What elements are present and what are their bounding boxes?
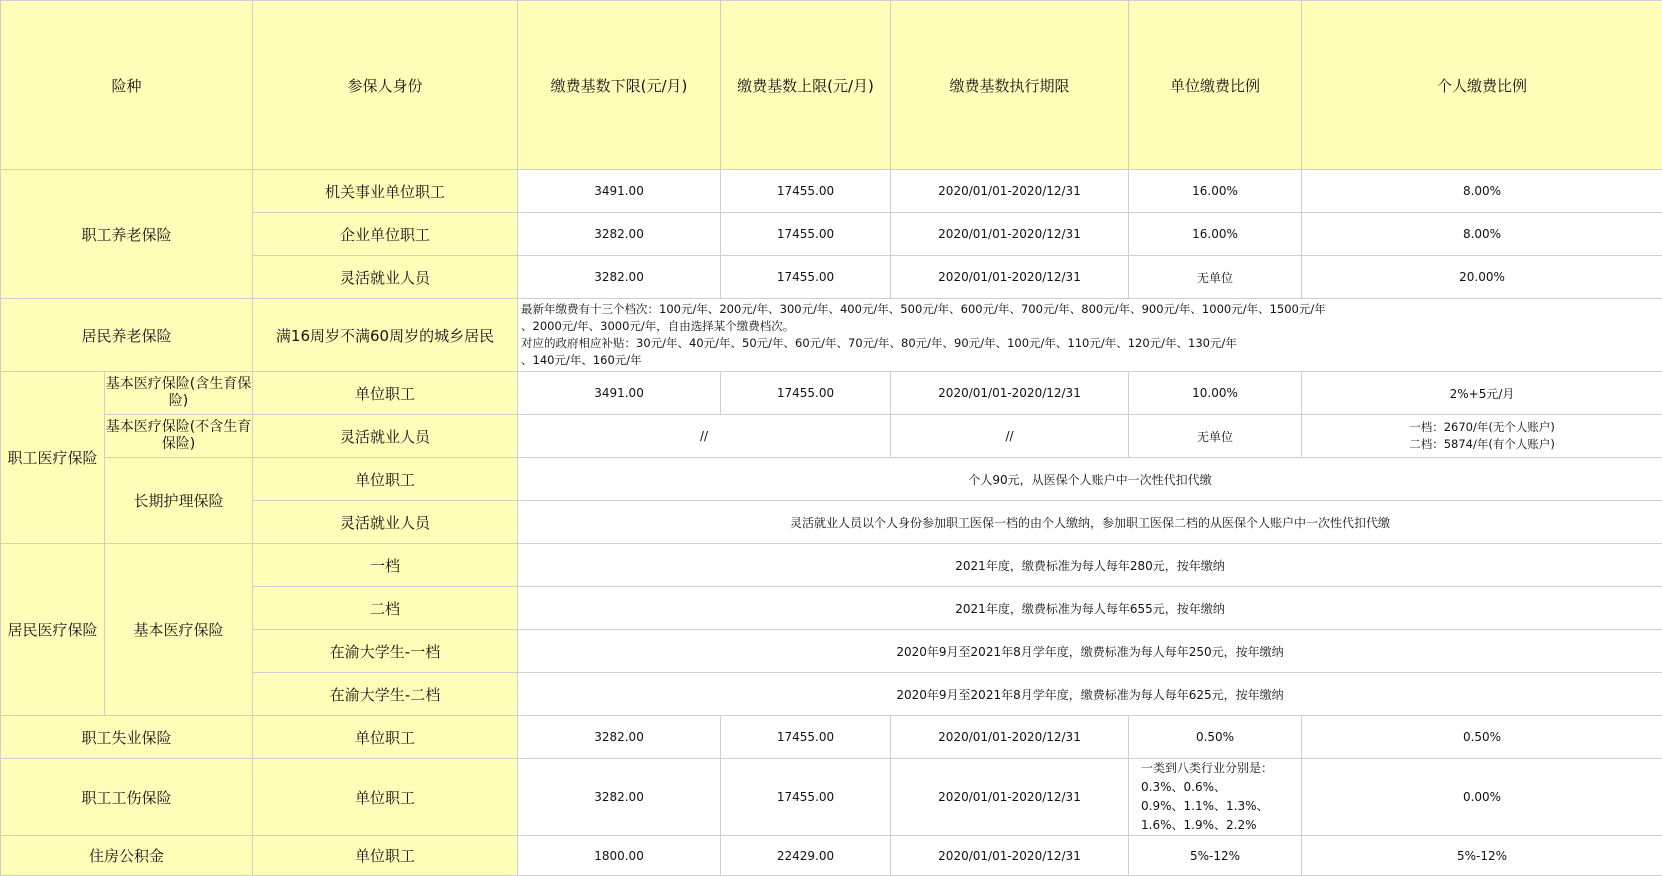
base-lower-cell: 3282.00 xyxy=(518,759,721,836)
header-type: 险种 xyxy=(1,1,253,170)
personal-rate-cell: 8.00% xyxy=(1302,170,1662,213)
base-period-cell: 2020/01/01-2020/12/31 xyxy=(891,213,1129,256)
base-period-cell: 2020/01/01-2020/12/31 xyxy=(891,372,1129,415)
base-upper-cell: 17455.00 xyxy=(721,759,891,836)
identity-cell: 单位职工 xyxy=(253,372,518,415)
identity-cell: 一档 xyxy=(253,544,518,587)
identity-cell: 在渝大学生-一档 xyxy=(253,630,518,673)
table-row xyxy=(1,458,1662,501)
base-upper-cell: 17455.00 xyxy=(721,170,891,213)
header-identity: 参保人身份 xyxy=(253,1,518,170)
base-period-cell: 2020/01/01-2020/12/31 xyxy=(891,759,1129,836)
unit-rate-cell: 16.00% xyxy=(1129,170,1302,213)
base-upper-cell: 17455.00 xyxy=(721,213,891,256)
resident-pension-note: 最新年缴费有十三个档次：100元/年、200元/年、300元/年、400元/年、500元/年、600元/年、700元/年、800元/年、900元/年、1000元/年、1500元/年 、2000元/年、3000元/年，自由选择某个缴费档次。 对应的政府相应补贴：30元/年、40元/年、50元/年、60元/年、70元/年、80元/年、90元/年、100元/年、110元/年、120元/年、130元/年 、140元/年、160元/年 xyxy=(518,299,1662,372)
personal-rate-cell: 20.00% xyxy=(1302,256,1662,299)
base-upper-cell: 22429.00 xyxy=(721,836,891,876)
resident-medical-type-cell: 居民医疗保险 xyxy=(1,544,105,716)
header-base-period: 缴费基数执行期限 xyxy=(891,1,1129,170)
unit-rate-cell: 一类到八类行业分别是：0.3%、0.6%、 0.9%、1.1%、1.3%、1.6%、1.9%、2.2% xyxy=(1129,759,1302,836)
header-unit-rate: 单位缴费比例 xyxy=(1129,1,1302,170)
base-lower-cell: 3491.00 xyxy=(518,372,721,415)
sub-type-cell: 长期护理保险 xyxy=(105,458,253,544)
note-cell: 2020年9月至2021年8月学年度，缴费标准为每人每年250元，按年缴纳 xyxy=(518,630,1662,673)
unit-rate-cell: 10.00% xyxy=(1129,372,1302,415)
table-row xyxy=(1,544,1662,587)
base-period-cell: 2020/01/01-2020/12/31 xyxy=(891,836,1129,876)
note-cell: 灵活就业人员以个人身份参加职工医保一档的由个人缴纳，参加职工医保二档的从医保个人账户中一次性代扣代缴 xyxy=(518,501,1662,544)
sub-type-cell: 基本医疗保险(不含生育保险) xyxy=(105,415,253,458)
note-cell: 个人90元，从医保个人账户中一次性代扣代缴 xyxy=(518,458,1662,501)
base-period-cell: // xyxy=(891,415,1129,458)
identity-cell: 满16周岁不满60周岁的城乡居民 xyxy=(253,299,518,372)
personal-rate-cell: 一档：2670/年(无个人账户) 二档：5874/年(有个人账户) xyxy=(1302,415,1662,458)
table-row xyxy=(1,415,1662,458)
base-upper-cell: 17455.00 xyxy=(721,372,891,415)
sub-type-cell: 基本医疗保险 xyxy=(105,544,253,716)
unit-rate-cell: 无单位 xyxy=(1129,415,1302,458)
table-row xyxy=(1,170,1662,213)
resident-pension-type-cell: 居民养老保险 xyxy=(1,299,253,372)
identity-cell: 灵活就业人员 xyxy=(253,256,518,299)
note-cell: 2021年度，缴费标准为每人每年655元，按年缴纳 xyxy=(518,587,1662,630)
base-upper-cell: 17455.00 xyxy=(721,716,891,759)
base-lower-cell: 1800.00 xyxy=(518,836,721,876)
table-row xyxy=(1,372,1662,415)
table-row xyxy=(1,759,1662,836)
header-personal-rate: 个人缴费比例 xyxy=(1302,1,1662,170)
housing-type-cell: 住房公积金 xyxy=(1,836,253,876)
identity-cell: 机关事业单位职工 xyxy=(253,170,518,213)
identity-cell: 单位职工 xyxy=(253,759,518,836)
base-lower-cell: 3282.00 xyxy=(518,213,721,256)
unemployment-type-cell: 职工失业保险 xyxy=(1,716,253,759)
base-period-cell: 2020/01/01-2020/12/31 xyxy=(891,256,1129,299)
identity-cell: 单位职工 xyxy=(253,716,518,759)
identity-cell: 在渝大学生-二档 xyxy=(253,673,518,716)
header-base-upper: 缴费基数上限(元/月) xyxy=(721,1,891,170)
personal-rate-cell: 0.00% xyxy=(1302,759,1662,836)
personal-rate-cell: 5%-12% xyxy=(1302,836,1662,876)
table-row xyxy=(1,836,1662,876)
unit-rate-cell: 16.00% xyxy=(1129,213,1302,256)
personal-rate-cell: 2%+5元/月 xyxy=(1302,372,1662,415)
injury-type-cell: 职工工伤保险 xyxy=(1,759,253,836)
unit-rate-cell: 5%-12% xyxy=(1129,836,1302,876)
base-period-cell: 2020/01/01-2020/12/31 xyxy=(891,170,1129,213)
pension-type-cell: 职工养老保险 xyxy=(1,170,253,299)
unit-rate-cell: 无单位 xyxy=(1129,256,1302,299)
personal-rate-cell: 0.50% xyxy=(1302,716,1662,759)
table-row xyxy=(1,716,1662,759)
base-upper-cell: 17455.00 xyxy=(721,256,891,299)
header-row xyxy=(1,1,1662,170)
identity-cell: 企业单位职工 xyxy=(253,213,518,256)
base-lower-cell: 3282.00 xyxy=(518,256,721,299)
medical-type-cell: 职工医疗保险 xyxy=(1,372,105,544)
identity-cell: 灵活就业人员 xyxy=(253,501,518,544)
identity-cell: 单位职工 xyxy=(253,836,518,876)
table-row xyxy=(1,299,1662,372)
identity-cell: 灵活就业人员 xyxy=(253,415,518,458)
header-base-lower: 缴费基数下限(元/月) xyxy=(518,1,721,170)
unit-rate-cell: 0.50% xyxy=(1129,716,1302,759)
base-lower-cell: 3282.00 xyxy=(518,716,721,759)
base-cell: // xyxy=(518,415,891,458)
base-lower-cell: 3491.00 xyxy=(518,170,721,213)
sub-type-cell: 基本医疗保险(含生育保险) xyxy=(105,372,253,415)
note-cell: 2021年度，缴费标准为每人每年280元，按年缴纳 xyxy=(518,544,1662,587)
identity-cell: 单位职工 xyxy=(253,458,518,501)
identity-cell: 二档 xyxy=(253,587,518,630)
personal-rate-cell: 8.00% xyxy=(1302,213,1662,256)
note-cell: 2020年9月至2021年8月学年度，缴费标准为每人每年625元，按年缴纳 xyxy=(518,673,1662,716)
base-period-cell: 2020/01/01-2020/12/31 xyxy=(891,716,1129,759)
